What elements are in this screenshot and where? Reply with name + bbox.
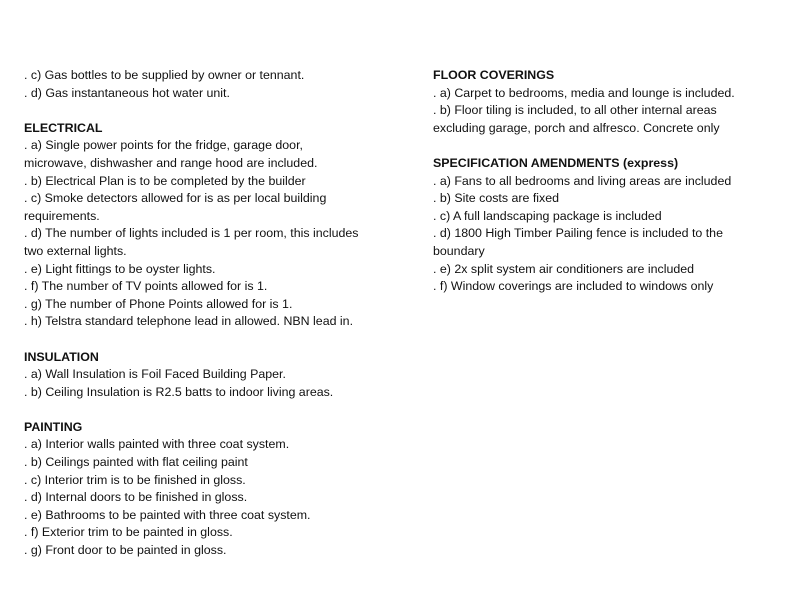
electrical-line: . c) Smoke detectors allowed for is as per local building xyxy=(24,191,327,206)
floor-coverings-section xyxy=(433,67,783,137)
electrical-section xyxy=(24,120,409,331)
specification-amendments-line: . a) Fans to all bedrooms and living areas are included xyxy=(433,173,732,188)
left-column xyxy=(24,67,409,560)
painting-line: . a) Interior walls painted with three coat system. xyxy=(24,437,290,452)
insulation-section xyxy=(24,349,409,402)
insulation-line: . b) Ceiling Insulation is R2.5 batts to indoor living areas. xyxy=(24,384,334,399)
electrical-line: . d) The number of lights included is 1 per room, this includes xyxy=(24,226,359,241)
electrical-line: . a) Single power points for the fridge, garage door, xyxy=(24,138,303,153)
specification-amendments-line: . c) A full landscaping package is included xyxy=(433,208,662,223)
electrical-line: . h) Telstra standard telephone lead in allowed. NBN lead in. xyxy=(24,314,354,329)
painting-line: . d) Internal doors to be finished in gloss. xyxy=(24,490,248,505)
painting-line: . c) Interior trim is to be finished in gloss. xyxy=(24,472,246,487)
painting-line: . g) Front door to be painted in gloss. xyxy=(24,543,227,558)
specification-amendments-line: . e) 2x split system air conditioners are included xyxy=(433,261,695,276)
specification-amendments-line: . d) 1800 High Timber Pailing fence is included to the xyxy=(433,226,723,241)
painting-line: . b) Ceilings painted with flat ceiling paint xyxy=(24,455,248,470)
specification-amendments-line: . f) Window coverings are included to windows only xyxy=(433,279,714,294)
specification-amendments-heading: SPECIFICATION AMENDMENTS (express) xyxy=(433,155,679,170)
floor-coverings-line: excluding garage, porch and alfresco. Concrete only xyxy=(433,120,720,135)
specification-amendments-line: . b) Site costs are fixed xyxy=(433,191,560,206)
right-column xyxy=(433,67,783,296)
specification-amendments-line: boundary xyxy=(433,243,485,258)
electrical-line: . e) Light fittings to be oyster lights. xyxy=(24,261,216,276)
insulation-heading: INSULATION xyxy=(24,349,99,364)
gas-section xyxy=(24,67,409,102)
gas-item-c: . c) Gas bottles to be supplied by owner or tennant. xyxy=(24,68,305,82)
painting-heading: PAINTING xyxy=(24,419,83,434)
painting-line: . e) Bathrooms to be painted with three coat system. xyxy=(24,507,311,522)
specification-amendments-section xyxy=(433,155,783,296)
floor-coverings-line: . a) Carpet to bedrooms, media and lounge is included. xyxy=(433,85,735,100)
electrical-line: . f) The number of TV points allowed for is 1. xyxy=(24,279,268,294)
painting-section xyxy=(24,419,409,560)
floor-coverings-heading: FLOOR COVERINGS xyxy=(433,68,555,82)
electrical-line: . g) The number of Phone Points allowed for is 1. xyxy=(24,296,293,311)
floor-coverings-line: . b) Floor tiling is included, to all other internal areas xyxy=(433,103,717,118)
electrical-line: requirements. xyxy=(24,208,100,223)
insulation-line: . a) Wall Insulation is Foil Faced Building Paper. xyxy=(24,367,286,382)
painting-line: . f) Exterior trim to be painted in gloss. xyxy=(24,525,233,540)
electrical-line: two external lights. xyxy=(24,243,127,258)
electrical-heading: ELECTRICAL xyxy=(24,120,103,135)
electrical-line: microwave, dishwasher and range hood are included. xyxy=(24,155,318,170)
electrical-line: . b) Electrical Plan is to be completed by the builder xyxy=(24,173,306,188)
gas-item-d: . d) Gas instantaneous hot water unit. xyxy=(24,85,230,100)
